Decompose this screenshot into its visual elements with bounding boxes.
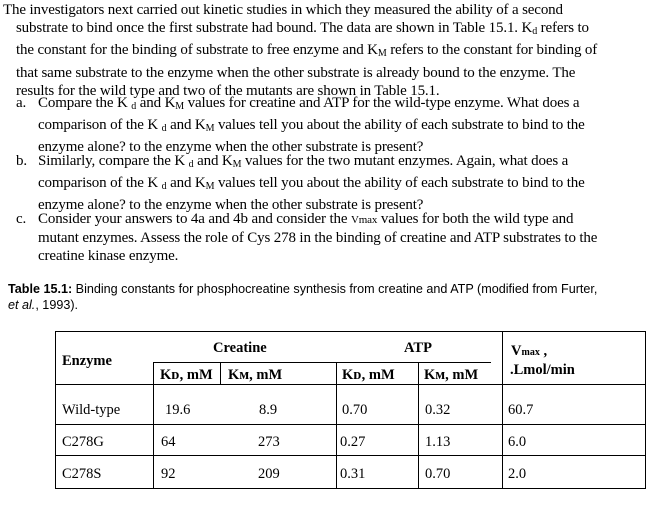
intro-line-3: the constant for the binding of substrate to free enzyme and $K_M$ refers to the constant for binding of (16, 42, 598, 60)
creatine-km-header: Kᴍ, mM (228, 367, 283, 383)
cell-enzyme: Wild-type (62, 402, 121, 418)
cell-enzyme: C278G (62, 434, 104, 450)
table-bottom-rule (55, 488, 646, 489)
cell-creatine-kd: 19.6 (165, 402, 191, 418)
vmax-header: Vmax , (511, 343, 548, 359)
cell-creatine-kd: 64 (161, 434, 176, 450)
intro-paragraph (3, 1, 648, 100)
question-line: enzyme alone? to the enzyme when the other substrate is present? (38, 139, 424, 156)
intro-line-4: that same substrate to the enzyme when the other substrate is already bound to the enzyme. The (16, 64, 576, 81)
question-line: Consider your answers to 4a and 4b and consider the Vmax values for both the wild type and (38, 211, 574, 227)
col-divider (336, 362, 337, 488)
creatine-kd-header: Kᴅ, mM (160, 367, 213, 383)
question-text (38, 94, 640, 157)
cell-creatine-km: 273 (258, 434, 280, 450)
atp-kd-header: Kᴅ, mM (342, 367, 395, 383)
group-underline (153, 362, 491, 363)
cell-atp-kd: 0.70 (342, 402, 368, 418)
intro-line-5: results for the wild type and two of the mutants are shown in Table 15.1. (16, 82, 440, 99)
header-bottom-rule (55, 384, 646, 385)
question-label: a. (16, 95, 27, 111)
cell-enzyme: C278S (62, 466, 102, 482)
col-divider (153, 362, 154, 488)
atp-km-header: Kᴍ, mM (424, 367, 479, 383)
cell-creatine-km: 209 (258, 466, 280, 482)
col-divider (418, 362, 419, 488)
cell-vmax: 6.0 (508, 434, 527, 450)
cell-atp-km: 0.70 (425, 466, 451, 482)
intro-line-2: substrate to bind once the first substrate had bound. The data are shown in Table 15.1. $K_d$ refers to (16, 20, 589, 38)
cell-atp-kd: 0.27 (340, 434, 366, 450)
question-line: comparison of the K $_d$ and $K_M$ values tell you about the ability of each substrate to bind to the (38, 117, 585, 135)
enzyme-header: Enzyme (62, 353, 112, 369)
col-divider (220, 362, 221, 384)
question-line: Compare the K $_d$ and $K_M$ values for creatine and ATP for the wild-type enzyme. What does a (38, 95, 580, 112)
intro-line-1: The investigators next carried out kinetic studies in which they measured the ability of a second (3, 2, 563, 18)
cell-creatine-km: 8.9 (259, 402, 278, 418)
vmax-units: .Lmol/min (510, 362, 575, 378)
cell-atp-km: 1.13 (425, 434, 451, 450)
cell-creatine-kd: 92 (161, 466, 176, 482)
question-label: b. (16, 153, 27, 169)
col-divider (502, 331, 503, 488)
binding-constants-table (0, 330, 653, 510)
question-text (38, 152, 640, 215)
question-text (38, 210, 640, 266)
question-line: creatine kinase enzyme. (38, 248, 179, 265)
table-left-border (55, 331, 56, 488)
atp-header: ATP (404, 340, 432, 356)
question-line: comparison of the K $_d$ and $K_M$ values tell you about the ability of each substrate to bind to the (38, 175, 585, 193)
creatine-header: Creatine (213, 340, 267, 356)
question-line: mutant enzymes. Assess the role of Cys 278 in the binding of creatine and ATP substrates to the (38, 230, 598, 247)
caption-label: Table 15.1: (8, 282, 73, 296)
caption-text: Binding constants for phosphocreatine synthesis from creatine and ATP (modified from Furter, (72, 282, 598, 296)
question-line: Similarly, compare the K $_d$ and $K_M$ values for the two mutant enzymes. Again, what does a (38, 153, 569, 170)
cell-vmax: 2.0 (508, 466, 527, 482)
cell-atp-kd: 0.31 (340, 466, 366, 482)
caption-italic: et al. (8, 298, 36, 312)
cell-vmax: 60.7 (508, 402, 534, 418)
question-label: c. (16, 211, 27, 227)
row-rule (55, 424, 646, 425)
table-caption: Table 15.1: Binding constants for phosphocreatine synthesis from creatine and ATP (modified from Furter, et al., 1993). (8, 282, 598, 312)
row-rule (55, 455, 646, 456)
cell-atp-km: 0.32 (425, 402, 451, 418)
table-right-border (645, 331, 646, 488)
table-top-rule (55, 331, 646, 332)
question-line: enzyme alone? to the enzyme when the other substrate is present? (38, 197, 424, 214)
